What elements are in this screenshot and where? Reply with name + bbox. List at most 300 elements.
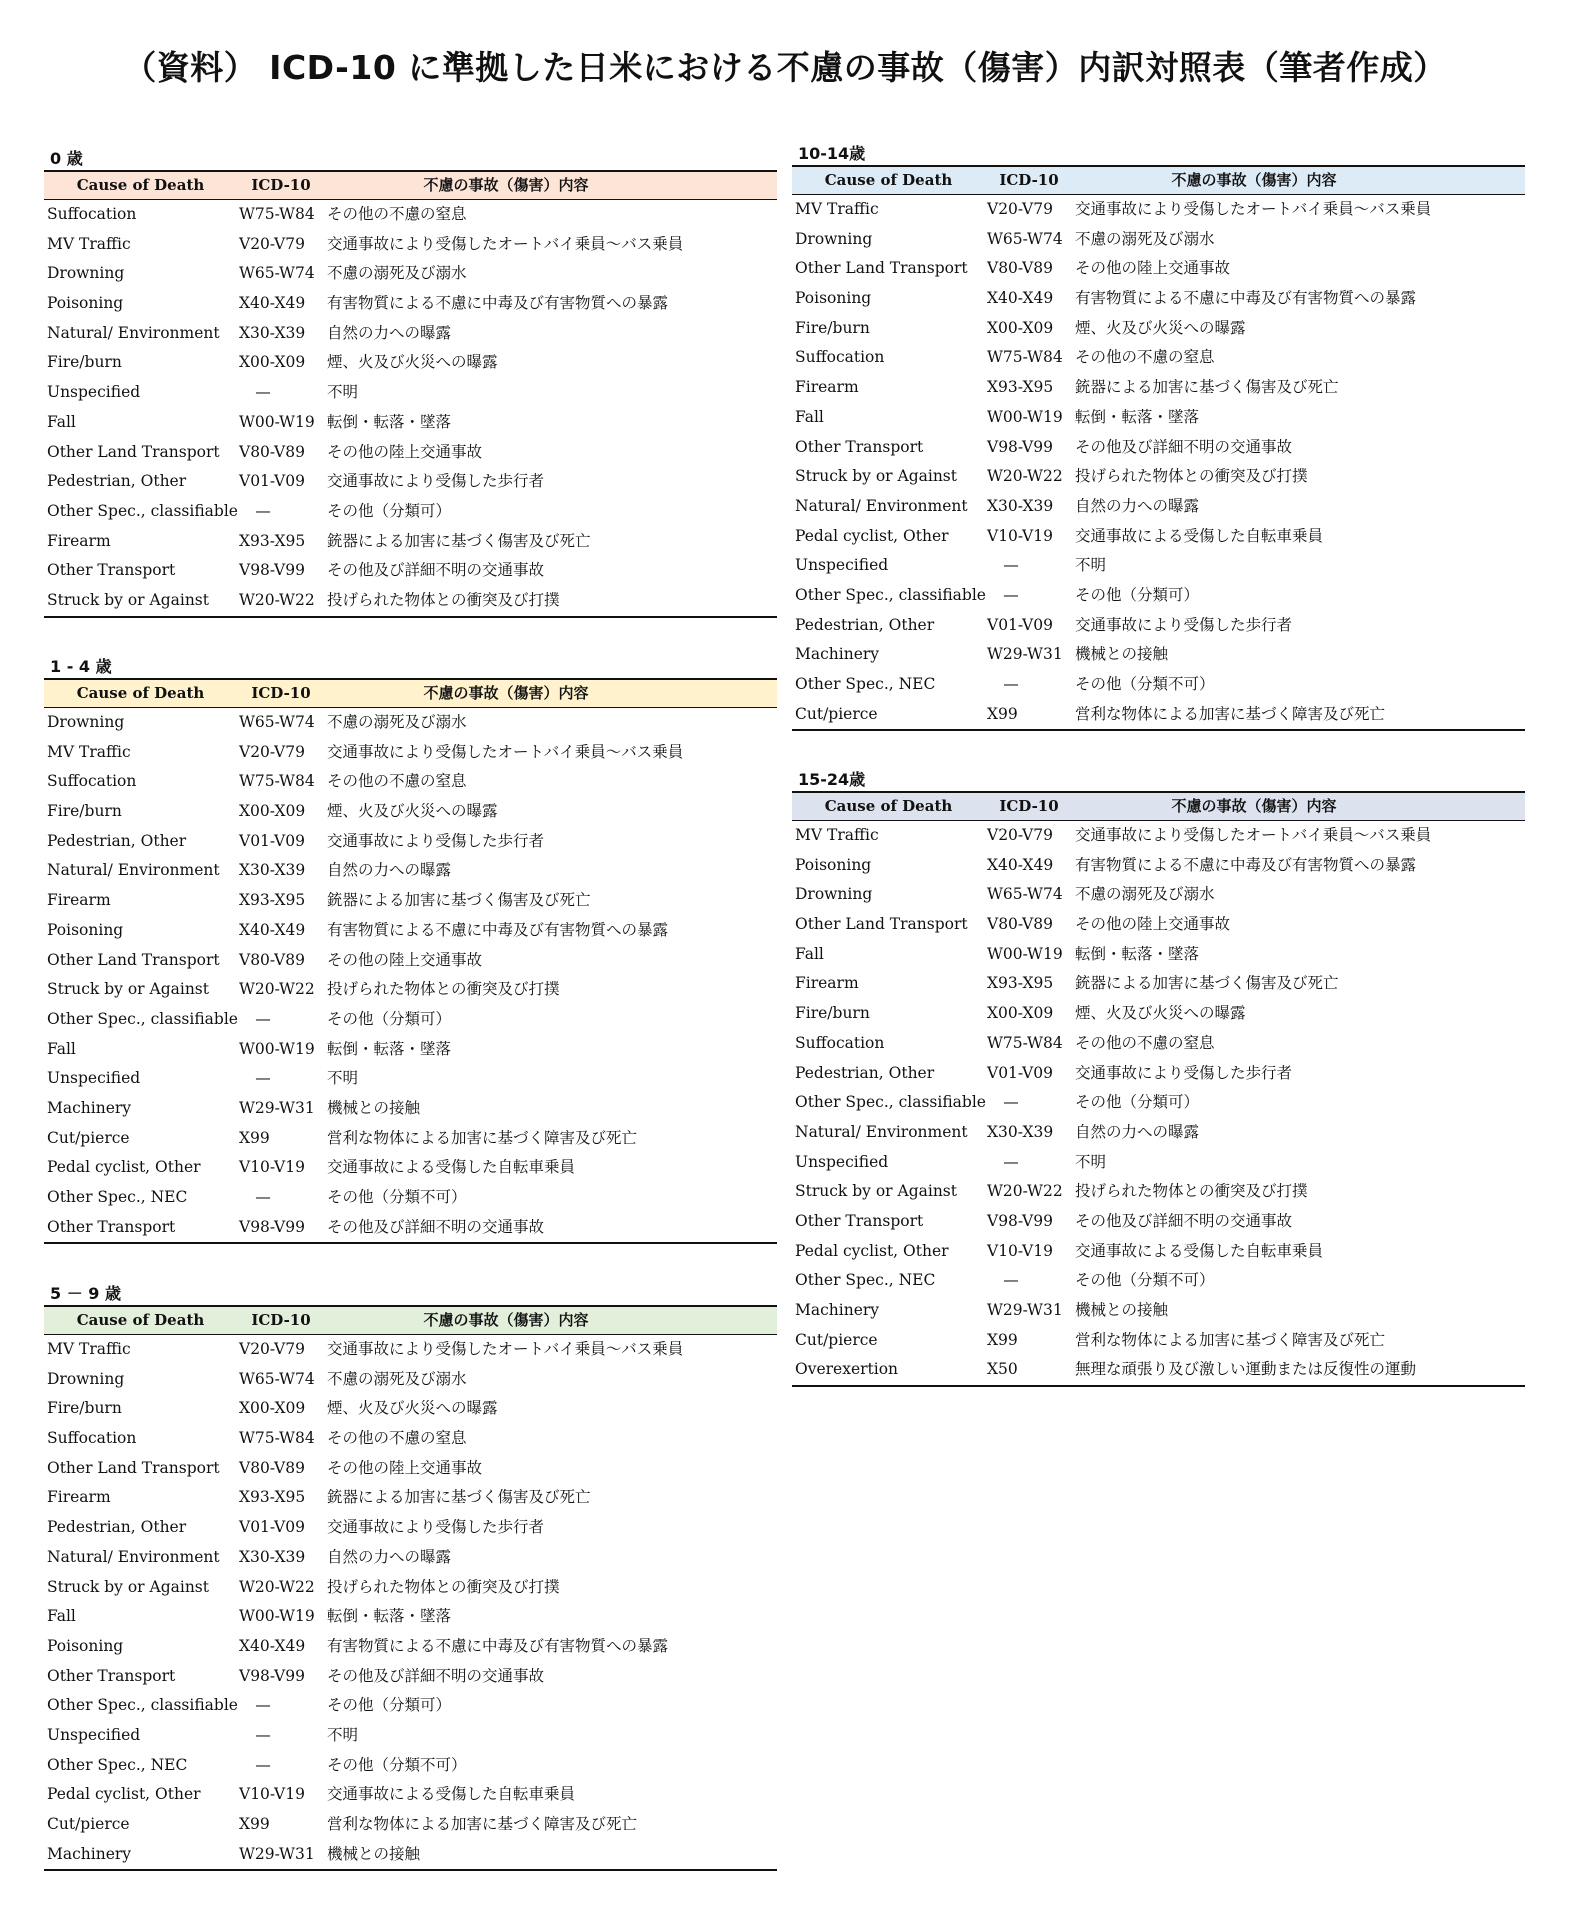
- cause-cell: MV Traffic: [795, 200, 879, 218]
- cause-cell: Natural/ Environment: [47, 861, 220, 880]
- icd-code-cell: X40-X49: [987, 855, 1054, 874]
- description-cell: その他の不慮の窒息: [1075, 1033, 1215, 1052]
- icd-code-cell: V80-V89: [239, 442, 305, 461]
- cause-cell: Drowning: [47, 264, 125, 283]
- icd-code-cell: X40-X49: [239, 920, 306, 939]
- description-cell: 銃器による加害に基づく傷害及び死亡: [1075, 974, 1339, 993]
- table-row: [44, 975, 777, 1005]
- cause-cell: Fire/burn: [47, 353, 122, 372]
- cause-table: [44, 678, 777, 1244]
- cause-cell: Machinery: [47, 1098, 132, 1117]
- table-row: [44, 230, 777, 260]
- icd-code-cell: V10-V19: [239, 1158, 305, 1177]
- description-cell: 煙、火及び火災への曝露: [327, 802, 498, 821]
- icd-code-cell: V10-V19: [987, 526, 1053, 545]
- icd-code-cell: —: [1003, 1093, 1019, 1112]
- table-row: [792, 551, 1525, 581]
- cause-table: [44, 1305, 777, 1871]
- description-cell: 転倒・転落・墜落: [1075, 944, 1200, 963]
- cause-cell: Pedestrian, Other: [795, 1063, 935, 1082]
- description-cell: その他（分類可）: [1075, 585, 1200, 604]
- table-row: [792, 581, 1525, 611]
- table-row: [792, 1177, 1525, 1207]
- table-header: [792, 793, 1525, 821]
- icd-code-cell: X30-X39: [239, 1547, 306, 1566]
- icd-code-cell: W20-W22: [239, 590, 315, 609]
- table-row: [44, 289, 777, 319]
- description-cell: 交通事故により受傷した歩行者: [327, 472, 545, 491]
- description-cell: 交通事故による受傷した自転車乗員: [327, 1158, 576, 1177]
- cause-cell: Overexertion: [795, 1360, 899, 1379]
- cause-cell: Other Spec., classifiable: [47, 1009, 238, 1028]
- cause-cell: Drowning: [795, 885, 873, 904]
- age-group-label: 1 - 4 歳: [50, 657, 112, 676]
- cause-cell: Other Spec., classifiable: [47, 1696, 238, 1715]
- icd-code-cell: V01-V09: [239, 831, 305, 850]
- icd-code-cell: X50: [987, 1360, 1018, 1379]
- description-cell: 不明: [327, 1725, 359, 1744]
- icd-code-cell: W29-W31: [239, 1844, 315, 1863]
- description-cell: 煙、火及び火災への曝露: [327, 1399, 498, 1418]
- header-icd: ICD-10: [999, 797, 1059, 815]
- table-row: [44, 1780, 777, 1810]
- table-row: [792, 851, 1525, 881]
- table-row: [44, 1840, 777, 1870]
- cause-cell: Cut/pierce: [47, 1128, 130, 1147]
- table-row: [792, 940, 1525, 970]
- cause-cell: MV Traffic: [47, 742, 131, 761]
- cause-cell: Pedestrian, Other: [47, 472, 187, 491]
- table-row: [792, 343, 1525, 373]
- cause-cell: Firearm: [795, 378, 859, 397]
- cause-cell: Suffocation: [795, 348, 885, 367]
- description-cell: その他の不慮の窒息: [327, 1429, 467, 1448]
- cause-cell: Firearm: [47, 531, 111, 550]
- icd-code-cell: —: [255, 1696, 271, 1715]
- table-row: [44, 738, 777, 768]
- table-row: [44, 886, 777, 916]
- cause-cell: Fall: [795, 407, 824, 426]
- description-cell: 自然の力への曝露: [327, 323, 452, 342]
- cause-table: [792, 165, 1525, 731]
- icd-code-cell: W00-W19: [987, 944, 1063, 963]
- cause-cell: Unspecified: [795, 1152, 889, 1171]
- description-cell: 営利な物体による加害に基づく障害及び死亡: [327, 1128, 638, 1147]
- table-row: [792, 284, 1525, 314]
- cause-cell: Suffocation: [795, 1033, 885, 1052]
- table-row: [792, 1266, 1525, 1296]
- description-cell: 交通事故により受傷した歩行者: [327, 1518, 545, 1537]
- description-cell: 有害物質による不慮に中毒及び有害物質への暴露: [1075, 855, 1417, 874]
- icd-code-cell: W20-W22: [987, 1182, 1063, 1201]
- table-row: [44, 1810, 777, 1840]
- description-cell: 機械との接触: [1075, 1301, 1169, 1319]
- description-cell: 投げられた物体との衝突及び打撲: [327, 1577, 560, 1596]
- description-cell: 営利な物体による加害に基づく障害及び死亡: [1075, 1330, 1386, 1349]
- icd-code-cell: X99: [987, 704, 1018, 723]
- description-cell: 煙、火及び火災への曝露: [1075, 318, 1246, 337]
- table-row: [44, 200, 777, 230]
- table-row: [44, 1721, 777, 1751]
- description-cell: その他の不慮の窒息: [327, 772, 467, 791]
- table-row: [44, 1483, 777, 1513]
- table-row: [44, 1213, 777, 1243]
- cause-table: [792, 791, 1525, 1387]
- icd-code-cell: X00-X09: [239, 353, 306, 372]
- icd-code-cell: —: [255, 1188, 271, 1206]
- icd-code-cell: X99: [239, 1815, 270, 1833]
- icd-code-cell: V20-V79: [239, 1340, 305, 1358]
- table-row: [44, 1335, 777, 1365]
- icd-code-cell: X00-X09: [239, 1399, 306, 1418]
- cause-cell: Unspecified: [47, 1069, 141, 1088]
- icd-code-cell: V20-V79: [987, 200, 1053, 218]
- description-cell: 自然の力への曝露: [327, 861, 452, 880]
- icd-code-cell: V98-V99: [239, 1217, 305, 1236]
- description-cell: その他及び詳細不明の交通事故: [1075, 1211, 1293, 1230]
- cause-cell: Suffocation: [47, 1429, 137, 1448]
- table-row: [44, 348, 777, 378]
- icd-code-cell: V10-V19: [239, 1785, 305, 1804]
- table-row: [792, 403, 1525, 433]
- icd-code-cell: V01-V09: [987, 615, 1053, 634]
- table-row: [792, 492, 1525, 522]
- cause-cell: Drowning: [795, 229, 873, 248]
- icd-code-cell: W65-W74: [239, 713, 315, 731]
- cause-cell: Fire/burn: [47, 1399, 122, 1418]
- cause-cell: Other Spec., NEC: [795, 1271, 936, 1290]
- cause-cell: Other Spec., NEC: [47, 1755, 188, 1774]
- table-row: [44, 1751, 777, 1781]
- table-row: [44, 856, 777, 886]
- cause-cell: Other Transport: [795, 437, 924, 456]
- table-age-10-14: [792, 143, 1525, 731]
- cause-cell: Unspecified: [795, 556, 889, 575]
- table-header: [44, 680, 777, 708]
- description-cell: 不慮の溺死及び溺水: [1075, 229, 1215, 248]
- icd-code-cell: V80-V89: [987, 915, 1053, 934]
- cause-cell: Pedestrian, Other: [47, 1518, 187, 1537]
- description-cell: 機械との接触: [1075, 645, 1169, 664]
- icd-code-cell: X99: [239, 1128, 270, 1147]
- cause-cell: Cut/pierce: [47, 1815, 130, 1833]
- table-row: [44, 1424, 777, 1454]
- description-cell: 銃器による加害に基づく傷害及び死亡: [327, 531, 591, 550]
- description-cell: 機械との接触: [327, 1844, 421, 1863]
- description-cell: 不明: [1075, 556, 1107, 575]
- description-cell: 有害物質による不慮に中毒及び有害物質への暴露: [327, 294, 669, 313]
- description-cell: 投げられた物体との衝突及び打撲: [1075, 1182, 1308, 1201]
- table-row: [44, 378, 777, 408]
- table-row: [44, 1394, 777, 1424]
- table-header: [44, 172, 777, 200]
- cause-cell: Machinery: [47, 1844, 132, 1863]
- icd-code-cell: W65-W74: [239, 1369, 315, 1388]
- cause-cell: Pedal cyclist, Other: [47, 1158, 201, 1177]
- description-cell: 銃器による加害に基づく傷害及び死亡: [327, 891, 591, 910]
- description-cell: その他及び詳細不明の交通事故: [1075, 437, 1293, 456]
- icd-code-cell: —: [255, 383, 271, 402]
- table-row: [792, 433, 1525, 463]
- icd-code-cell: W29-W31: [239, 1098, 315, 1117]
- table-row: [44, 1035, 777, 1065]
- cause-cell: MV Traffic: [795, 826, 879, 844]
- cause-cell: Fire/burn: [795, 318, 870, 337]
- table-row: [792, 969, 1525, 999]
- icd-code-cell: —: [255, 1755, 271, 1774]
- cause-cell: Other Land Transport: [795, 915, 968, 934]
- description-cell: 交通事故により受傷したオートバイ乗員～バス乗員: [1075, 200, 1432, 218]
- cause-cell: Poisoning: [795, 855, 872, 874]
- cause-cell: Other Spec., NEC: [47, 1188, 188, 1206]
- description-cell: その他（分類不可）: [327, 1755, 467, 1774]
- description-cell: その他の陸上交通事故: [1075, 915, 1231, 934]
- cause-cell: Natural/ Environment: [795, 1122, 968, 1141]
- icd-code-cell: V80-V89: [987, 259, 1053, 278]
- cause-cell: Firearm: [795, 974, 859, 993]
- description-cell: 営利な物体による加害に基づく障害及び死亡: [1075, 704, 1386, 723]
- icd-code-cell: —: [1003, 675, 1019, 693]
- cause-cell: Unspecified: [47, 383, 141, 402]
- table-row: [792, 700, 1525, 730]
- cause-cell: Poisoning: [47, 920, 124, 939]
- table-row: [44, 1602, 777, 1632]
- cause-cell: Struck by or Against: [47, 980, 209, 999]
- table-row: [44, 827, 777, 857]
- table-row: [792, 1237, 1525, 1267]
- description-cell: 不明: [1075, 1152, 1107, 1171]
- age-group-label: 5 － 9 歳: [50, 1284, 121, 1303]
- page-title: （資料） ICD-10 に準拠した日米における不慮の事故（傷害）内訳対照表（筆者作成）: [123, 48, 1447, 87]
- table-row: [792, 1326, 1525, 1356]
- header-content: 不慮の事故（傷害）内容: [423, 176, 589, 194]
- icd-code-cell: X93-X95: [239, 1488, 306, 1507]
- description-cell: 無理な頑張り及び激しい運動または反復性の運動: [1075, 1360, 1417, 1379]
- table-row: [44, 1005, 777, 1035]
- cause-cell: Suffocation: [47, 772, 137, 791]
- cause-cell: Pedestrian, Other: [795, 615, 935, 634]
- table-row: [44, 946, 777, 976]
- table-row: [44, 1064, 777, 1094]
- description-cell: 交通事故による受傷した自転車乗員: [1075, 526, 1324, 545]
- description-cell: 有害物質による不慮に中毒及び有害物質への暴露: [327, 1636, 669, 1655]
- icd-code-cell: X40-X49: [987, 289, 1054, 308]
- icd-code-cell: W75-W84: [987, 1033, 1063, 1052]
- table-age-15-24: [792, 769, 1525, 1387]
- description-cell: 交通事故による受傷した自転車乗員: [327, 1785, 576, 1804]
- cause-cell: Drowning: [47, 713, 125, 731]
- cause-cell: Fall: [47, 412, 76, 431]
- cause-cell: Poisoning: [47, 294, 124, 313]
- cause-cell: Fall: [47, 1607, 76, 1626]
- table-row: [44, 259, 777, 289]
- icd-code-cell: W00-W19: [239, 1039, 315, 1058]
- table-row: [792, 1148, 1525, 1178]
- table-row: [792, 1088, 1525, 1118]
- table-row: [792, 195, 1525, 225]
- icd-code-cell: X93-X95: [239, 531, 306, 550]
- table-row: [44, 1094, 777, 1124]
- icd-code-cell: V01-V09: [987, 1063, 1053, 1082]
- description-cell: 有害物質による不慮に中毒及び有害物質への暴露: [327, 920, 669, 939]
- header-cause: Cause of Death: [76, 684, 205, 702]
- icd-code-cell: X40-X49: [239, 294, 306, 313]
- icd-code-cell: —: [255, 501, 271, 520]
- table-age-0: [44, 148, 777, 618]
- icd-code-cell: X93-X95: [987, 974, 1054, 993]
- icd-code-cell: —: [1003, 585, 1019, 604]
- table-row: [792, 1207, 1525, 1237]
- cause-cell: Machinery: [795, 645, 880, 664]
- cause-cell: Struck by or Against: [47, 590, 209, 609]
- header-content: 不慮の事故（傷害）内容: [1171, 171, 1337, 189]
- cause-cell: Other Transport: [47, 561, 176, 580]
- cause-cell: Other Land Transport: [47, 1458, 220, 1477]
- description-cell: 営利な物体による加害に基づく障害及び死亡: [327, 1815, 638, 1833]
- icd-code-cell: X00-X09: [987, 1004, 1054, 1023]
- cause-cell: MV Traffic: [47, 234, 131, 253]
- icd-code-cell: W75-W84: [239, 772, 315, 791]
- icd-code-cell: W29-W31: [987, 645, 1063, 664]
- icd-code-cell: X93-X95: [239, 891, 306, 910]
- cause-cell: Struck by or Against: [47, 1577, 209, 1596]
- table-row: [44, 1183, 777, 1213]
- description-cell: 交通事故により受傷したオートバイ乗員～バス乗員: [327, 1340, 684, 1358]
- icd-code-cell: —: [1003, 1152, 1019, 1171]
- table-row: [792, 821, 1525, 851]
- cause-cell: Other Spec., classifiable: [47, 501, 238, 520]
- description-cell: その他（分類不可）: [327, 1188, 467, 1206]
- icd-code-cell: V80-V89: [239, 950, 305, 969]
- table-row: [44, 467, 777, 497]
- cause-cell: Fall: [795, 944, 824, 963]
- description-cell: 交通事故による受傷した自転車乗員: [1075, 1241, 1324, 1260]
- table-row: [792, 670, 1525, 700]
- description-cell: 有害物質による不慮に中毒及び有害物質への暴露: [1075, 289, 1417, 308]
- icd-code-cell: V98-V99: [987, 1211, 1053, 1230]
- header-icd: ICD-10: [251, 176, 311, 194]
- table-row: [792, 462, 1525, 492]
- table-row: [44, 1513, 777, 1543]
- icd-code-cell: X93-X95: [987, 378, 1054, 397]
- table-row: [792, 1355, 1525, 1385]
- icd-code-cell: W75-W84: [239, 1429, 315, 1448]
- cause-cell: Other Spec., classifiable: [795, 585, 986, 604]
- cause-cell: Other Spec., NEC: [795, 675, 936, 693]
- description-cell: 煙、火及び火災への曝露: [327, 353, 498, 372]
- table-header: [792, 167, 1525, 195]
- description-cell: その他（分類可）: [327, 1696, 452, 1715]
- description-cell: その他の不慮の窒息: [1075, 348, 1215, 367]
- cause-cell: Other Transport: [47, 1666, 176, 1685]
- icd-code-cell: V20-V79: [987, 826, 1053, 844]
- table-row: [792, 1118, 1525, 1148]
- cause-cell: Pedal cyclist, Other: [47, 1785, 201, 1804]
- cause-cell: Cut/pierce: [795, 1330, 878, 1349]
- icd-code-cell: X99: [987, 1330, 1018, 1349]
- table-row: [792, 373, 1525, 403]
- description-cell: 不明: [327, 1069, 359, 1088]
- icd-code-cell: W29-W31: [987, 1301, 1063, 1319]
- table-row: [44, 556, 777, 586]
- table-row: [792, 880, 1525, 910]
- age-group-label: 15-24歳: [798, 770, 866, 789]
- cause-cell: Pedestrian, Other: [47, 831, 187, 850]
- description-cell: その他の陸上交通事故: [327, 950, 483, 969]
- icd-code-cell: —: [255, 1725, 271, 1744]
- table-row: [44, 438, 777, 468]
- cause-cell: Other Land Transport: [47, 950, 220, 969]
- header-cause: Cause of Death: [76, 176, 205, 194]
- cause-cell: Firearm: [47, 891, 111, 910]
- description-cell: その他の陸上交通事故: [327, 442, 483, 461]
- description-cell: 転倒・転落・墜落: [327, 412, 452, 431]
- cause-cell: Natural/ Environment: [795, 496, 968, 515]
- cause-cell: Natural/ Environment: [47, 1547, 220, 1566]
- cause-cell: Fire/burn: [47, 802, 122, 821]
- icd-code-cell: V01-V09: [239, 1518, 305, 1537]
- cause-cell: Other Transport: [47, 1217, 176, 1236]
- age-group-label: 0 歳: [50, 149, 83, 168]
- icd-code-cell: W20-W22: [239, 980, 315, 999]
- header-cause: Cause of Death: [76, 1311, 205, 1329]
- age-group-label: 10-14歳: [798, 144, 866, 163]
- table-age-1-4: [44, 656, 777, 1244]
- icd-code-cell: —: [1003, 556, 1019, 575]
- description-cell: その他の陸上交通事故: [327, 1458, 483, 1477]
- description-cell: その他（分類可）: [327, 501, 452, 520]
- icd-code-cell: V10-V19: [987, 1241, 1053, 1260]
- cause-cell: Other Transport: [795, 1211, 924, 1230]
- icd-code-cell: W20-W22: [987, 467, 1063, 486]
- cause-cell: Machinery: [795, 1301, 880, 1319]
- description-cell: その他（分類不可）: [1075, 675, 1215, 693]
- cause-cell: MV Traffic: [47, 1340, 131, 1358]
- cause-cell: Fire/burn: [795, 1004, 870, 1023]
- table-header: [44, 1307, 777, 1335]
- cause-cell: Unspecified: [47, 1725, 141, 1744]
- cause-cell: Other Spec., classifiable: [795, 1093, 986, 1112]
- description-cell: 不慮の溺死及び溺水: [327, 1369, 467, 1388]
- header-content: 不慮の事故（傷害）内容: [423, 1311, 589, 1329]
- icd-code-cell: X30-X39: [239, 323, 306, 342]
- description-cell: その他の不慮の窒息: [327, 205, 467, 223]
- description-cell: その他（分類可）: [1075, 1093, 1200, 1112]
- cause-cell: Poisoning: [47, 1636, 124, 1655]
- description-cell: その他（分類不可）: [1075, 1271, 1215, 1290]
- cause-cell: Struck by or Against: [795, 467, 957, 486]
- table-row: [44, 1153, 777, 1183]
- icd-code-cell: W65-W74: [239, 264, 315, 283]
- table-row: [44, 1543, 777, 1573]
- description-cell: 転倒・転落・墜落: [327, 1607, 452, 1626]
- cause-cell: Cut/pierce: [795, 704, 878, 723]
- table-row: [792, 254, 1525, 284]
- table-row: [44, 916, 777, 946]
- icd-code-cell: X30-X39: [987, 1122, 1054, 1141]
- table-row: [44, 1365, 777, 1395]
- description-cell: 投げられた物体との衝突及び打撲: [327, 590, 560, 609]
- cause-cell: Pedal cyclist, Other: [795, 1241, 949, 1260]
- icd-code-cell: W75-W84: [987, 348, 1063, 367]
- description-cell: 転倒・転落・墜落: [1075, 407, 1200, 426]
- description-cell: 交通事故により受傷した歩行者: [1075, 615, 1293, 634]
- icd-code-cell: V98-V99: [239, 1666, 305, 1685]
- table-row: [44, 1662, 777, 1692]
- table-row: [44, 497, 777, 527]
- cause-cell: Firearm: [47, 1488, 111, 1507]
- table-row: [792, 999, 1525, 1029]
